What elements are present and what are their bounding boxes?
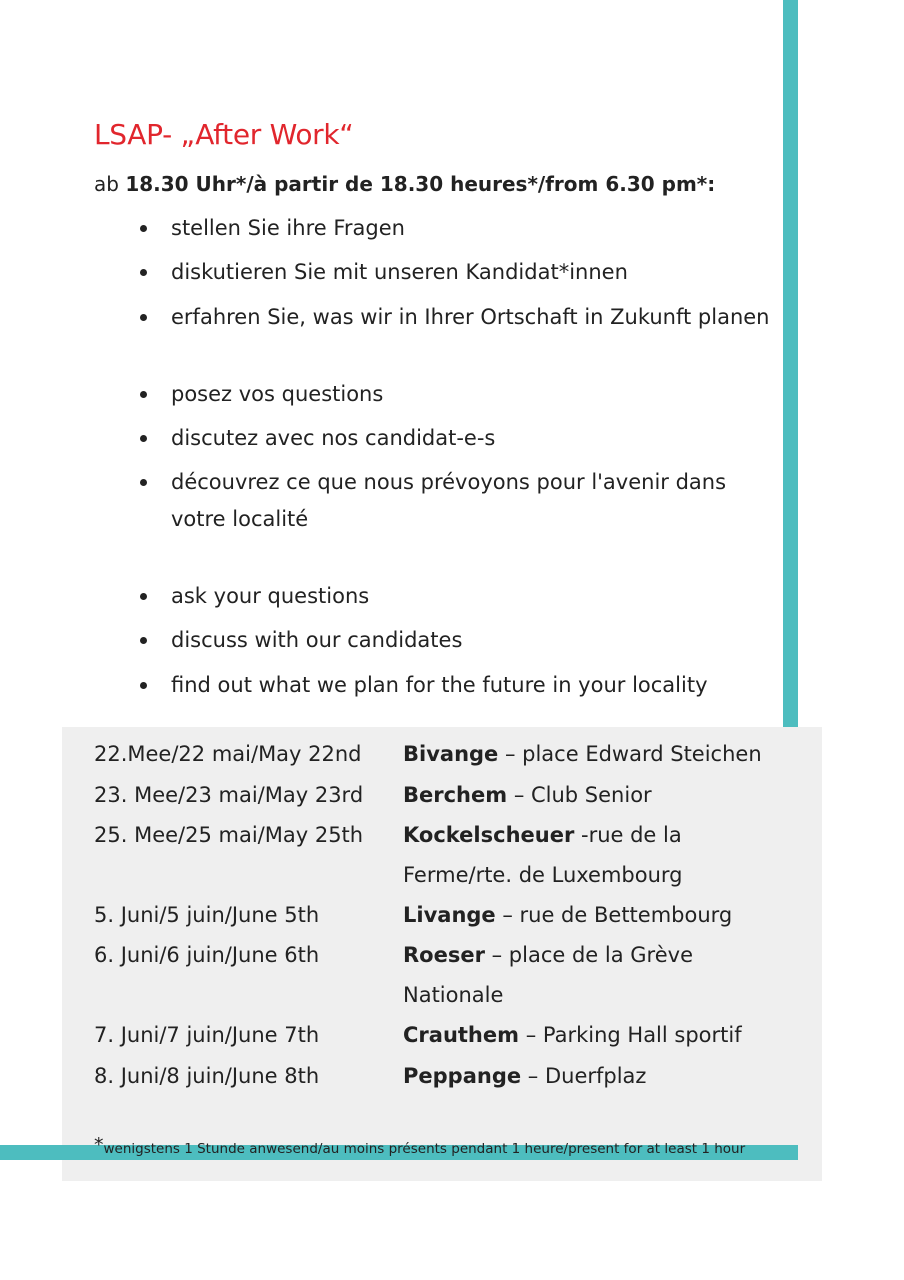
schedule-date: 22.Mee/22 mai/May 22nd	[94, 742, 362, 766]
list-item-text: find out what we plan for the future in your locality	[171, 673, 708, 697]
schedule-location	[403, 734, 783, 774]
footnote-text: wenigstens 1 Stunde anwesend/au moins présents pendant 1 heure/present for at least 1 hour	[103, 1141, 746, 1157]
schedule-detail: – rue de Bettembourg	[495, 903, 733, 927]
bullet-icon	[140, 225, 147, 232]
schedule-detail: – place Edward Steichen	[498, 742, 762, 766]
list-item-text: stellen Sie ihre Fragen	[171, 216, 405, 240]
intro-line	[94, 172, 715, 196]
bullet-icon	[140, 479, 147, 486]
schedule-location	[403, 935, 703, 1015]
list-item-text: erfahren Sie, was wir in Ihrer Ortschaft in Zukunft planen	[171, 305, 770, 329]
footnote	[94, 1134, 745, 1157]
schedule-town: Peppange	[403, 1064, 522, 1088]
bullet-icon	[140, 682, 147, 689]
schedule-detail: – place de la Grève Nationale	[403, 943, 693, 1007]
footnote-marker: *	[94, 1134, 104, 1156]
list-item-text: discutez avec nos candidat-e-s	[171, 426, 496, 450]
bullet-icon	[140, 593, 147, 600]
bullet-icon	[140, 391, 147, 398]
list-item-text: posez vos questions	[171, 382, 384, 406]
schedule-town: Crauthem	[403, 1023, 520, 1047]
schedule-location	[403, 895, 783, 935]
schedule-date: 6. Juni/6 juin/June 6th	[94, 943, 320, 967]
schedule-date: 25. Mee/25 mai/May 25th	[94, 823, 364, 847]
schedule-town: Livange	[403, 903, 496, 927]
bullet-icon	[140, 269, 147, 276]
schedule-location	[403, 815, 783, 895]
schedule-location	[403, 775, 783, 815]
schedule-date: 5. Juni/5 juin/June 5th	[94, 903, 320, 927]
schedule-date: 23. Mee/23 mai/May 23rd	[94, 783, 364, 807]
list-item-text: diskutieren Sie mit unseren Kandidat*innen	[171, 260, 628, 284]
bullet-icon	[140, 314, 147, 321]
schedule-town: Kockelscheuer	[403, 823, 575, 847]
schedule-detail: – Duerfplaz	[521, 1064, 647, 1088]
page-title: LSAP- „After Work“	[94, 118, 354, 151]
schedule-detail: -rue de la Ferme/rte. de Luxembourg	[403, 823, 683, 887]
schedule-location	[403, 1015, 783, 1055]
schedule-town: Berchem	[403, 783, 508, 807]
schedule-detail: – Parking Hall sportif	[519, 1023, 742, 1047]
schedule-detail: – Club Senior	[507, 783, 652, 807]
schedule-date: 7. Juni/7 juin/June 7th	[94, 1023, 320, 1047]
schedule-town: Roeser	[403, 943, 485, 967]
schedule-location	[403, 1056, 783, 1096]
intro-prefix: ab	[94, 172, 126, 196]
list-item-text: discuss with our candidates	[171, 628, 463, 652]
list-item-text: ask your questions	[171, 584, 370, 608]
bullet-icon	[140, 637, 147, 644]
schedule-town: Bivange	[403, 742, 499, 766]
intro-time: 18.30 Uhr*/à partir de 18.30 heures*/from 6.30 pm*:	[125, 172, 716, 196]
bullet-icon	[140, 435, 147, 442]
schedule-date: 8. Juni/8 juin/June 8th	[94, 1064, 320, 1088]
list-item-text: découvrez ce que nous prévoyons pour l'avenir dans votre localité	[171, 470, 727, 531]
